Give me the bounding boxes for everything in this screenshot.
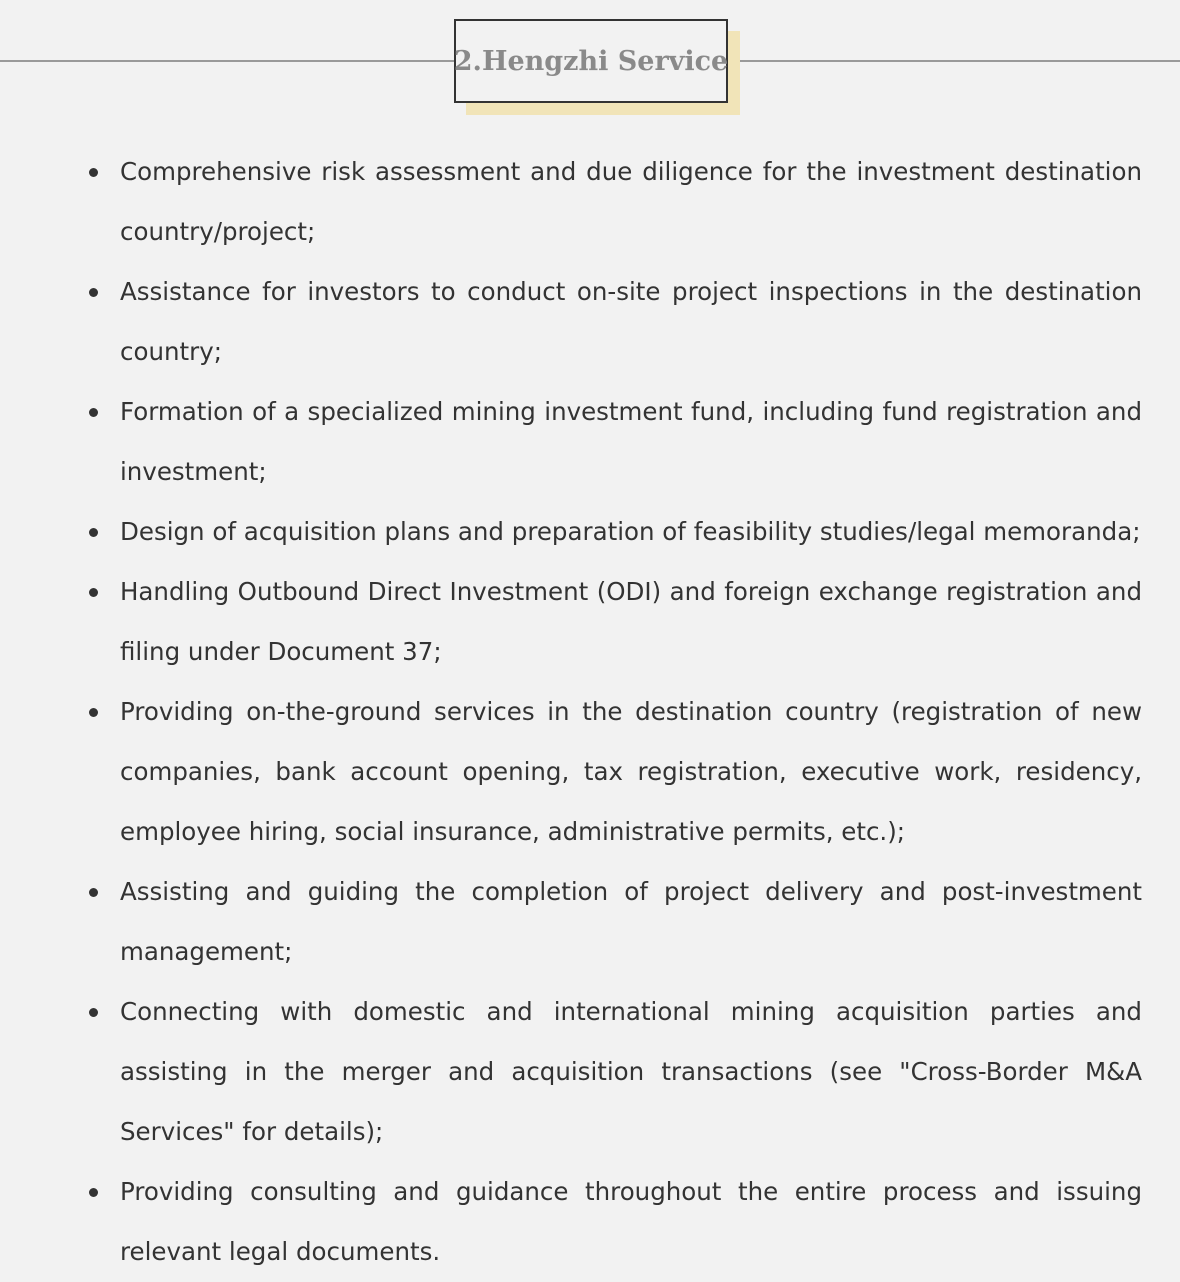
service-item xyxy=(120,382,1142,502)
header-divider-right xyxy=(726,60,1180,62)
service-item xyxy=(120,142,1142,262)
service-text: Providing on-the-ground services in the destination country (registration of new companies, bank account opening, tax registration, executive work, residency, employee hiring, social insurance, administrative permits, etc.); xyxy=(120,697,1142,846)
header-divider-left xyxy=(0,60,456,62)
service-text: Handling Outbound Direct Investment (ODI) and foreign exchange registration and filing under Document 37; xyxy=(120,577,1142,666)
bullet-icon xyxy=(89,288,98,297)
bullet-icon xyxy=(89,888,98,897)
bullet-icon xyxy=(89,408,98,417)
bullet-icon xyxy=(89,168,98,177)
service-text: Assistance for investors to conduct on-site project inspections in the destination country; xyxy=(120,277,1142,366)
section-title: 2.Hengzhi Service xyxy=(453,45,729,77)
service-item xyxy=(120,262,1142,382)
service-item xyxy=(120,982,1142,1162)
service-text: Design of acquisition plans and preparation of feasibility studies/legal memoranda; xyxy=(120,517,1141,546)
service-text: Comprehensive risk assessment and due diligence for the investment destination country/project; xyxy=(120,157,1142,246)
bullet-icon xyxy=(89,1008,98,1017)
service-item xyxy=(120,682,1142,862)
service-item xyxy=(120,862,1142,982)
section-title-box xyxy=(454,19,728,103)
service-item xyxy=(120,502,1142,562)
section-header xyxy=(0,0,1180,130)
service-text: Connecting with domestic and international mining acquisition parties and assisting in the merger and acquisition transactions (see "Cross-Border M&A Services" for details); xyxy=(120,997,1142,1146)
bullet-icon xyxy=(89,1188,98,1197)
service-item xyxy=(120,562,1142,682)
service-text: Formation of a specialized mining investment fund, including fund registration and investment; xyxy=(120,397,1142,486)
service-item xyxy=(120,1162,1142,1282)
service-text: Assisting and guiding the completion of project delivery and post-investment management; xyxy=(120,877,1142,966)
bullet-icon xyxy=(89,588,98,597)
service-list xyxy=(0,142,1180,1282)
service-text: Providing consulting and guidance throughout the entire process and issuing relevant legal documents. xyxy=(120,1177,1142,1266)
bullet-icon xyxy=(89,528,98,537)
bullet-icon xyxy=(89,708,98,717)
